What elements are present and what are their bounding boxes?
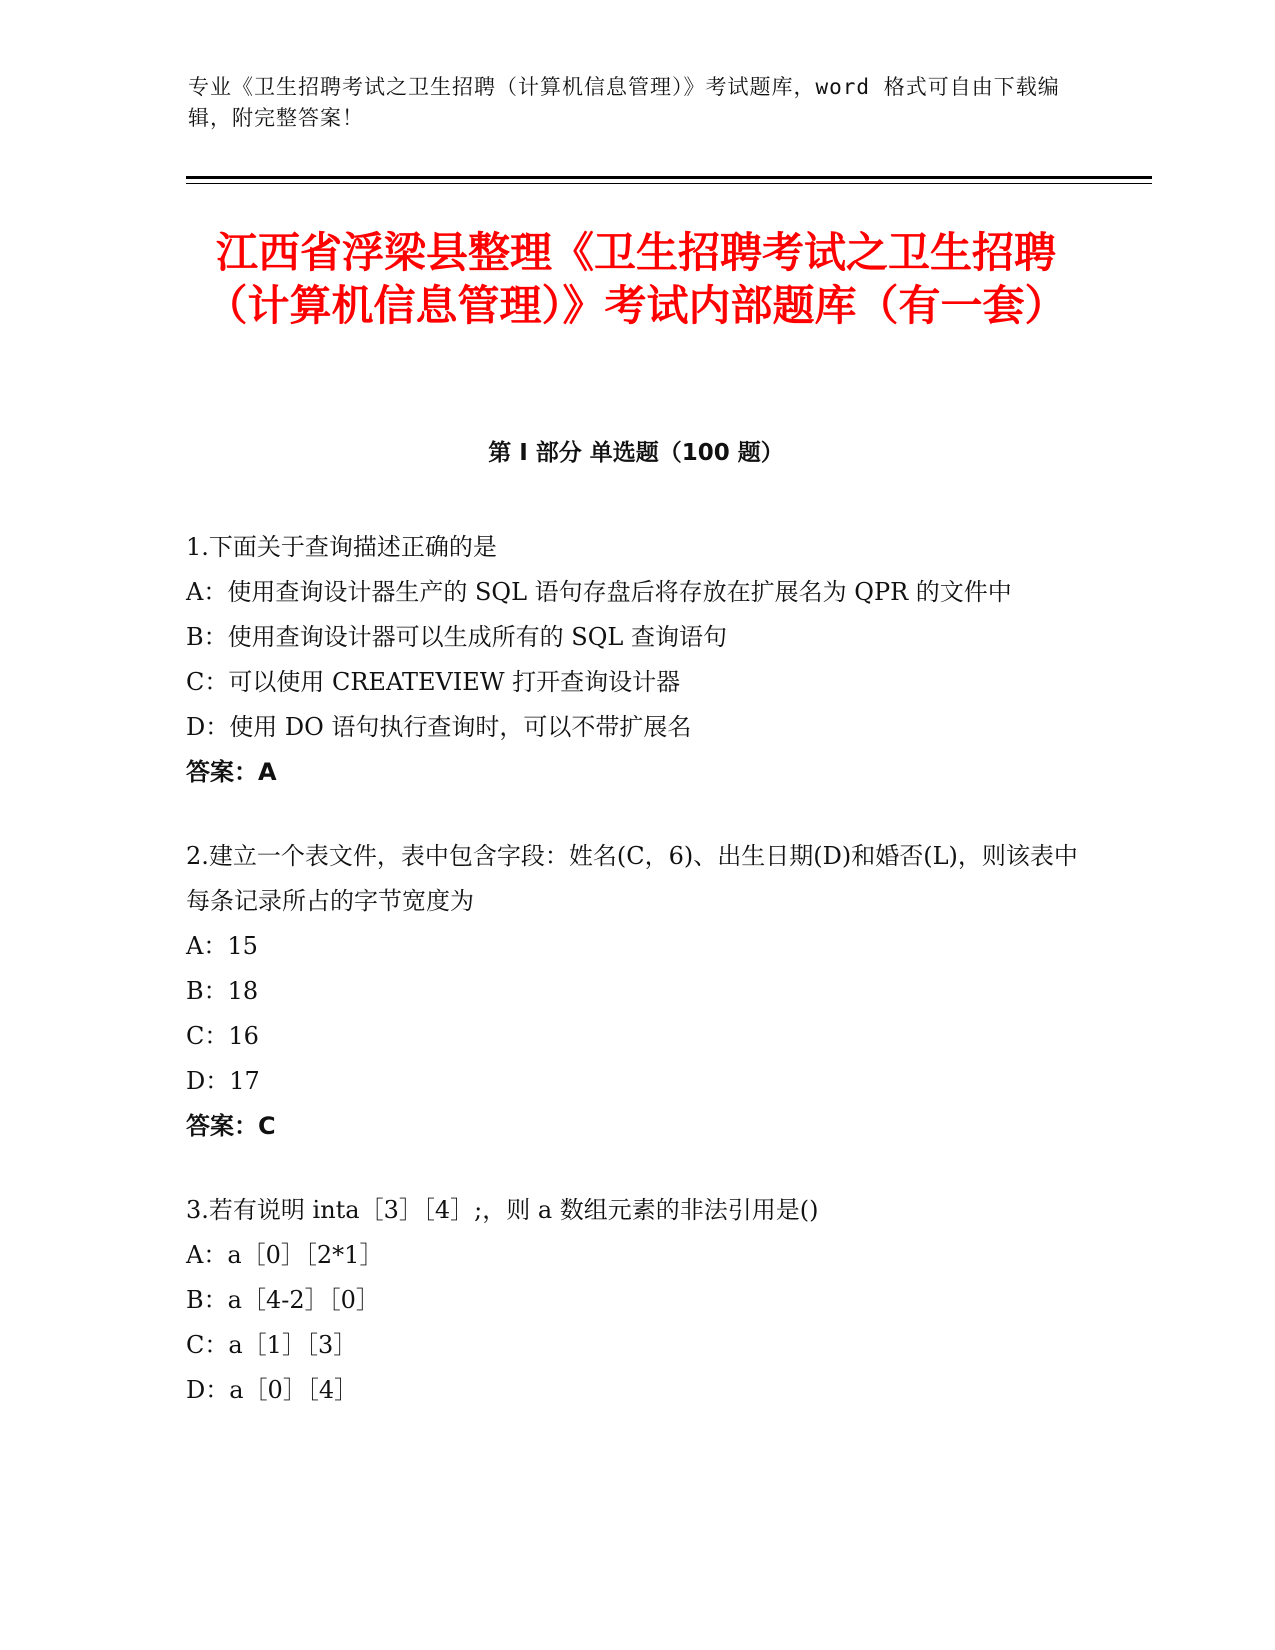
question-1 bbox=[186, 525, 1086, 795]
question-list bbox=[186, 525, 1086, 1452]
option-b: B：18 bbox=[186, 977, 259, 1005]
option-b: B：a［4-2］［0］ bbox=[186, 1286, 380, 1314]
option-d: D：17 bbox=[186, 1067, 260, 1095]
option-a: A：15 bbox=[186, 932, 258, 960]
option-c: C：16 bbox=[186, 1022, 259, 1050]
answer-label: 答案：C bbox=[186, 1112, 276, 1140]
option-a: A：a［0］［2*1］ bbox=[186, 1241, 384, 1269]
question-stem: 3.若有说明 inta［3］［4］;，则 a 数组元素的非法引用是() bbox=[186, 1196, 819, 1224]
answer-label: 答案：A bbox=[186, 758, 277, 786]
question-2 bbox=[186, 834, 1086, 1149]
question-3 bbox=[186, 1188, 1086, 1413]
intro-text: 专业《卫生招聘考试之卫生招聘（计算机信息管理）》考试题库，word 格式可自由下载编辑，附完整答案！ bbox=[188, 75, 1060, 130]
header-divider-thin bbox=[186, 183, 1152, 184]
option-c: C：a［1］［3］ bbox=[186, 1331, 358, 1359]
option-d: D：a［0］［4］ bbox=[186, 1376, 359, 1404]
option-c: C：可以使用 CREATEVIEW 打开查询设计器 bbox=[186, 668, 681, 696]
question-stem: 2.建立一个表文件，表中包含字段：姓名(C，6)、出生日期(D)和婚否(L)，则该表中每条记录所占的字节宽度为 bbox=[186, 842, 1078, 915]
option-b: B：使用查询设计器可以生成所有的 SQL 查询语句 bbox=[186, 623, 727, 651]
document-title: 江西省浮梁县整理《卫生招聘考试之卫生招聘（计算机信息管理）》考试内部题库（有一套） bbox=[205, 228, 1067, 330]
section-heading: 第 I 部分 单选题（100 题） bbox=[488, 440, 784, 466]
question-stem: 1.下面关于查询描述正确的是 bbox=[186, 533, 497, 561]
header-divider-thick bbox=[186, 176, 1152, 179]
option-a: A：使用查询设计器生产的 SQL 语句存盘后将存放在扩展名为 QPR 的文件中 bbox=[186, 578, 1012, 606]
option-d: D：使用 DO 语句执行查询时，可以不带扩展名 bbox=[186, 713, 692, 741]
